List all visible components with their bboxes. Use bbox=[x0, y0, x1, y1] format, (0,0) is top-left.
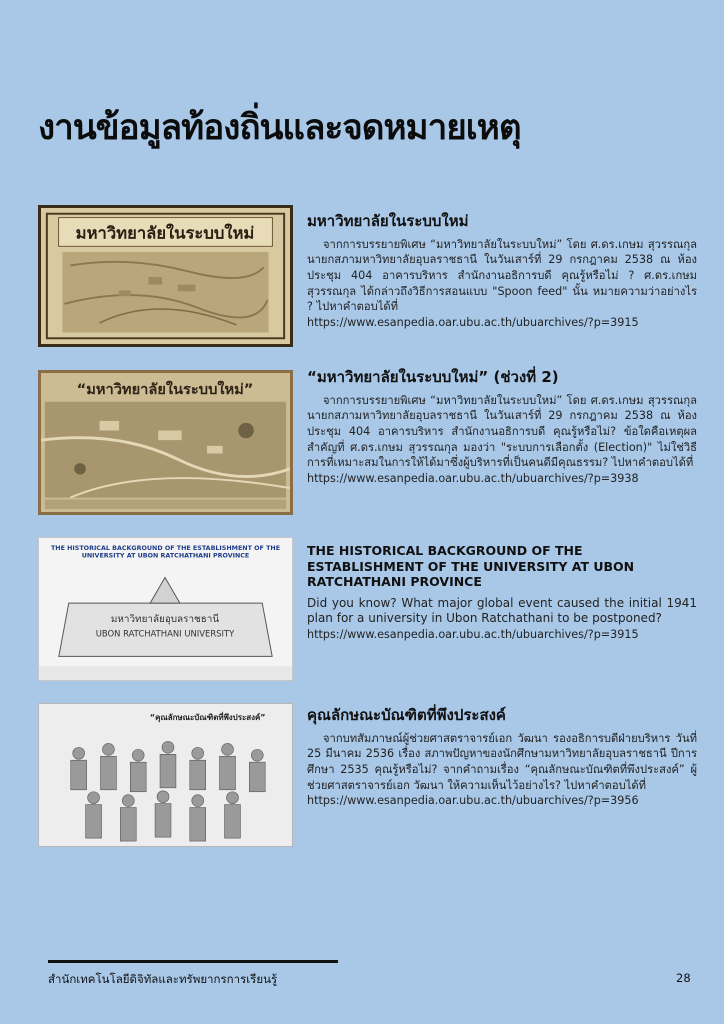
article-2-thumbnail[interactable] bbox=[38, 370, 293, 515]
article-1-thumbnail[interactable] bbox=[38, 205, 293, 347]
campus-aerial-image bbox=[41, 208, 290, 344]
thumb-sign-th: มหาวิทยาลัยอุบลราชธานี bbox=[110, 613, 220, 625]
thumb-caption-3: THE HISTORICAL BACKGROUND OF THE ESTABLISHMENT OF THE UNIVERSITY AT UBON RATCHATHANI PROVINCE bbox=[50, 543, 281, 560]
article-1-body: จากการบรรยายพิเศษ “มหาวิทยาลัยในระบบใหม่” โดย ศ.ดร.เกษม สุวรรณกุล นายกสภามหาวิทยาลัยอุบลราชธานี ในวันเสาร์ที่ 29 กรกฎาคม 2538 ณ ห้องประชุม 404 อาคารบริหาร สำนักงานอธิการบดี คุณรู้หรือไม่ ? ศ.ดร.เกษม สุวรรณกุล ได้กล่าวถึงวิธีการสอนแบบ "Spoon feed" นั้น หมายความว่าอย่างไร ? ไปหาคำตอบได้ที่ bbox=[307, 237, 697, 314]
graduates-group-sketch bbox=[39, 704, 292, 846]
article-2-link[interactable]: https://www.esanpedia.oar.ubu.ac.th/ubuarchives/?p=3938 bbox=[307, 471, 639, 485]
article-3-heading: THE HISTORICAL BACKGROUND OF THE ESTABLISHMENT OF THE UNIVERSITY AT UBON RATCHATHANI PROVINCE bbox=[307, 543, 635, 590]
article-1-heading: มหาวิทยาลัยในระบบใหม่ bbox=[307, 212, 469, 230]
article-3-thumbnail[interactable] bbox=[38, 537, 293, 681]
article-1-link[interactable]: https://www.esanpedia.oar.ubu.ac.th/ubuarchives/?p=3915 bbox=[307, 315, 639, 329]
thumb-caption-2: “มหาวิทยาลัยในระบบใหม่” bbox=[76, 382, 254, 399]
article-4-heading: คุณลักษณะบัณฑิตที่พึงประสงค์ bbox=[307, 706, 506, 724]
article-3-body: Did you know? What major global event caused the initial 1941 plan for a university in Ubon Ratchathani to be postponed? bbox=[307, 595, 697, 626]
footer-text: สำนักเทคโนโลยีดิจิทัลและทรัพยากรการเรียนรู้ bbox=[48, 972, 278, 986]
thumb-caption-1: มหาวิทยาลัยในระบบใหม่ bbox=[75, 223, 255, 243]
article-4-link[interactable]: https://www.esanpedia.oar.ubu.ac.th/ubuarchives/?p=3956 bbox=[307, 794, 639, 808]
article-2-heading: “มหาวิทยาลัยในระบบใหม่” (ช่วงที่ 2) bbox=[307, 368, 559, 386]
thumb-caption-4: “คุณลักษณะบัณฑิตที่พึงประสงค์” bbox=[149, 712, 266, 722]
thumb-sign-en: UBON RATCHATHANI UNIVERSITY bbox=[95, 628, 235, 639]
article-4-thumbnail[interactable] bbox=[38, 703, 293, 847]
campus-aerial-photo bbox=[41, 373, 290, 512]
footer-divider bbox=[48, 960, 338, 963]
article-4-body: จากบทสัมภาษณ์ผู้ช่วยศาสตราจารย์เอก วัฒนา รองอธิการบดีฝ่ายบริหาร วันที่ 25 มีนาคม 2536 เรื่อง สภาพปัญหาของนักศึกษามหาวิทยาลัยอุบลราชธานี ปีการศึกษา 2535 คุณรู้หรือไม่? จากคำถามเรื่อง “คุณลักษณะบัณฑิตที่พึงประสงค์” ผู้ช่วยศาสตราจารย์เอก วัฒนา ให้ความเห็นไว้อย่างไร? ไปหาคำตอบได้ที่ bbox=[307, 731, 697, 792]
page-number: 28 bbox=[676, 971, 691, 985]
university-sign-sketch bbox=[39, 538, 292, 680]
page-title: งานข้อมูลท้องถิ่นและจดหมายเหตุ bbox=[38, 108, 521, 148]
article-2-body: จากการบรรยายพิเศษ “มหาวิทยาลัยในระบบใหม่” โดย ศ.ดร.เกษม สุวรรณกุล นายกสภามหาวิทยาลัยอุบลราชธานี ในวันเสาร์ที่ 29 กรกฎาคม 2538 ณ ห้องประชุม 404 อาคารบริหาร สำนักงานอธิการบดี คุณรู้หรือไม่? ข้อใดคือเหตุผลสำคัญที่ ศ.ดร.เกษม สุวรรณกุล มองว่า "ระบบการเลือกตั้ง (Election)" ไม่ใช่วิธีการที่เหมาะสมในการให้ได้มาซึ่งผู้บริหารที่เป็นคนดีมีคุณธรรม? ไปหาคำตอบได้ที่ bbox=[307, 393, 697, 470]
article-3-link[interactable]: https://www.esanpedia.oar.ubu.ac.th/ubuarchives/?p=3915 bbox=[307, 628, 639, 642]
